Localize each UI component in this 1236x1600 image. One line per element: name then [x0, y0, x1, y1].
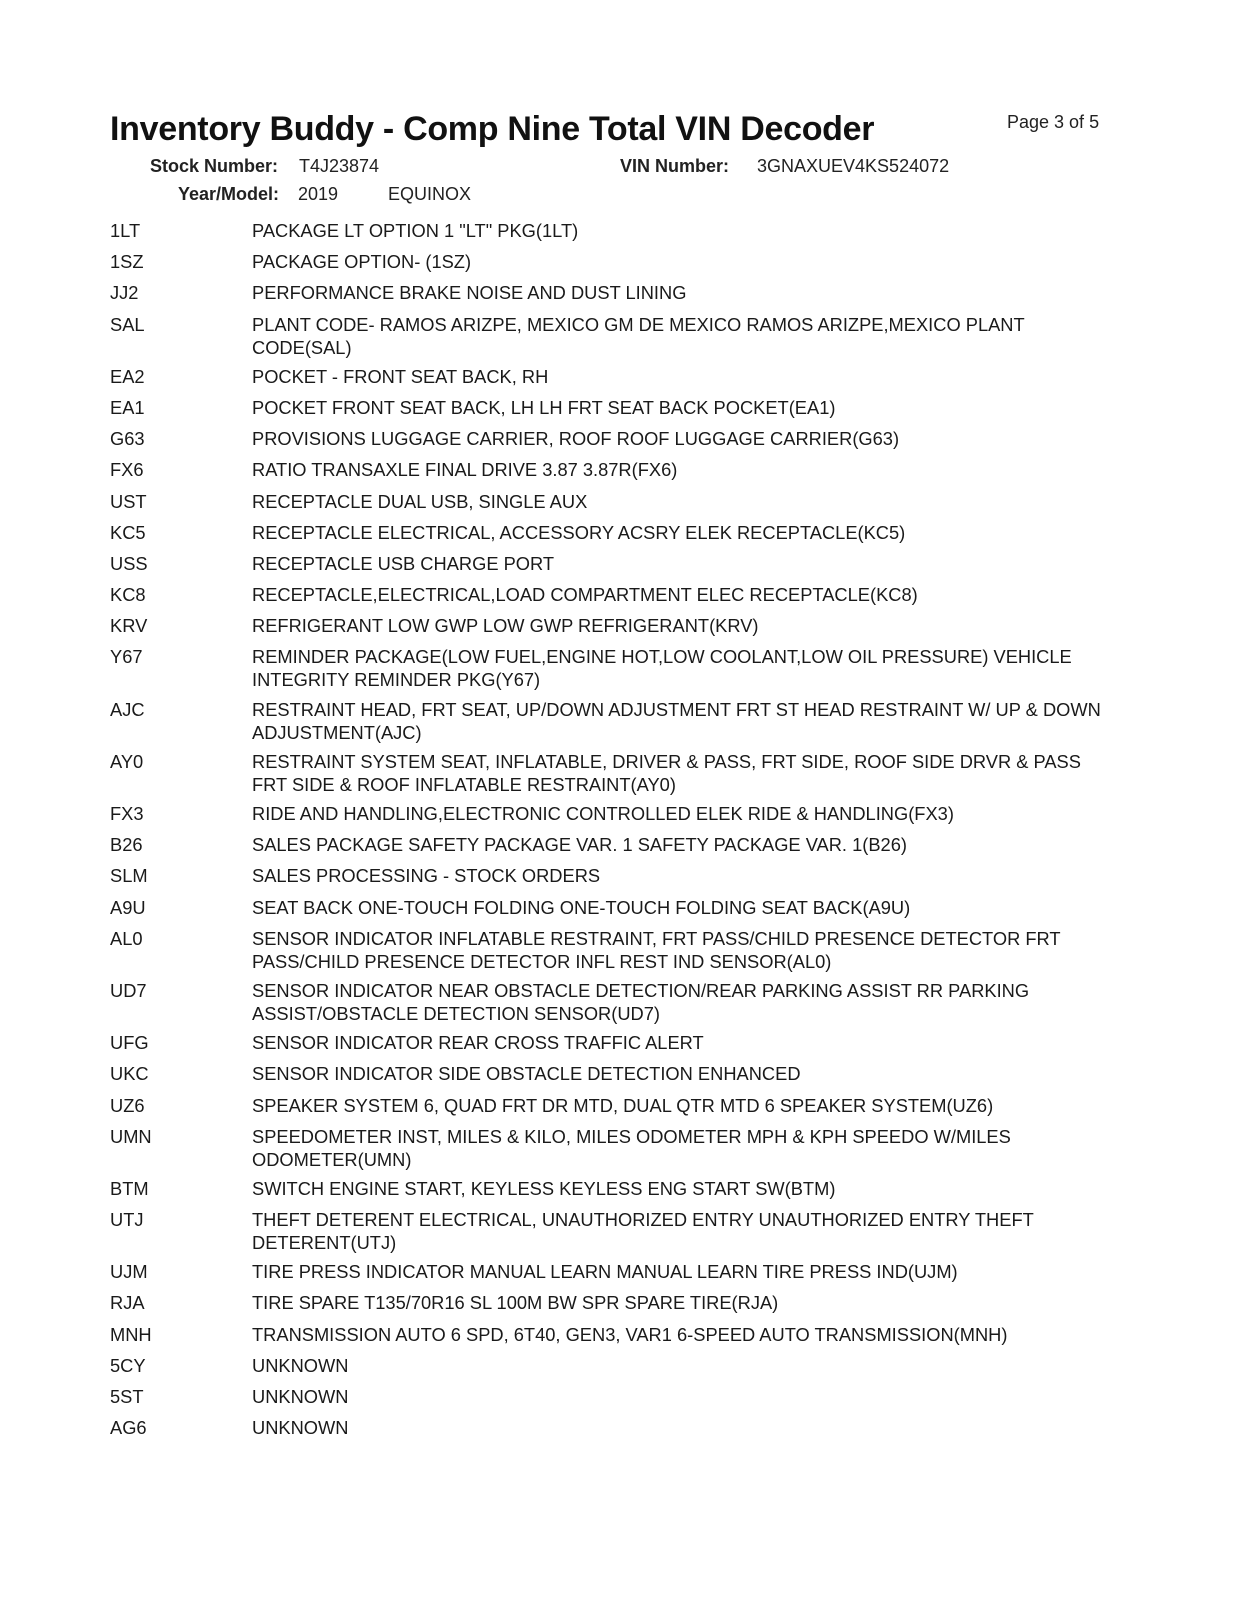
option-row — [110, 1177, 1120, 1208]
option-code: SAL — [110, 313, 145, 335]
option-row — [110, 1125, 1120, 1177]
option-row — [110, 521, 1120, 552]
document-title: Inventory Buddy - Comp Nine Total VIN Decoder — [110, 110, 875, 148]
option-row — [110, 750, 1120, 802]
option-code: AJC — [110, 698, 145, 720]
option-description: RECEPTACLE,ELECTRICAL,LOAD COMPARTMENT ELEC RECEPTACLE(KC8) — [252, 584, 918, 606]
option-code: FX6 — [110, 459, 144, 481]
option-code: UKC — [110, 1063, 149, 1085]
option-code: KC5 — [110, 521, 146, 543]
option-description: PROVISIONS LUGGAGE CARRIER, ROOF ROOF LUGGAGE CARRIER(G63) — [252, 428, 900, 450]
option-description: SENSOR INDICATOR REAR CROSS TRAFFIC ALERT — [252, 1032, 704, 1054]
option-row — [110, 614, 1120, 645]
option-row — [110, 396, 1120, 427]
option-row — [110, 281, 1120, 312]
option-description: SPEEDOMETER INST, MILES & KILO, MILES ODOMETER MPH & KPH SPEEDO W/MILES ODOMETER(UMN) — [252, 1125, 1011, 1170]
option-code: FX3 — [110, 803, 144, 824]
option-code: AL0 — [110, 927, 143, 949]
model-value: EQUINOX — [388, 184, 472, 204]
option-description: UNKNOWN — [252, 1386, 349, 1407]
option-description: TIRE PRESS INDICATOR MANUAL LEARN MANUAL LEARN TIRE PRESS IND(UJM) — [252, 1261, 958, 1283]
year-model-label: Year/Model: — [178, 184, 280, 204]
option-code: BTM — [110, 1177, 149, 1199]
option-description: SWITCH ENGINE START, KEYLESS KEYLESS ENG START SW(BTM) — [252, 1177, 836, 1199]
option-code: A9U — [110, 896, 146, 918]
option-description: RECEPTACLE USB CHARGE PORT — [252, 552, 555, 574]
option-code: G63 — [110, 428, 145, 450]
option-row — [110, 1323, 1120, 1354]
stock-number-label: Stock Number: — [150, 156, 279, 176]
option-row — [110, 490, 1120, 521]
option-row — [110, 1291, 1120, 1322]
option-row — [110, 583, 1120, 614]
option-row — [110, 1354, 1120, 1385]
option-code: JJ2 — [110, 282, 139, 304]
option-code: 1LT — [110, 220, 141, 241]
option-code: AG6 — [110, 1417, 147, 1439]
option-description: SEAT BACK ONE-TOUCH FOLDING ONE-TOUCH FOLDING SEAT BACK(A9U) — [252, 896, 911, 918]
option-description: SENSOR INDICATOR NEAR OBSTACLE DETECTION/REAR PARKING ASSIST RR PARKING ASSIST/OBSTACLE DETECTION SENSOR(UD7) — [252, 979, 1030, 1024]
option-code: MNH — [110, 1323, 152, 1345]
option-row — [110, 1031, 1120, 1062]
option-description: PACKAGE OPTION- (1SZ) — [252, 251, 472, 273]
year-value: 2019 — [298, 184, 339, 204]
option-code: UTJ — [110, 1209, 144, 1231]
option-description: TRANSMISSION AUTO 6 SPD, 6T40, GEN3, VAR1 6-SPEED AUTO TRANSMISSION(MNH) — [252, 1323, 1008, 1345]
option-row — [110, 979, 1120, 1031]
option-row — [110, 802, 1120, 833]
stock-number-field — [150, 156, 380, 177]
option-row — [110, 552, 1120, 583]
option-row — [110, 219, 1120, 250]
option-description: PACKAGE LT OPTION 1 "LT" PKG(1LT) — [252, 220, 579, 241]
option-code: Y67 — [110, 646, 143, 668]
option-description: RECEPTACLE DUAL USB, SINGLE AUX — [252, 490, 588, 512]
year-model-field — [178, 184, 472, 205]
option-description: SALES PACKAGE SAFETY PACKAGE VAR. 1 SAFETY PACKAGE VAR. 1(B26) — [252, 834, 907, 856]
option-row — [110, 250, 1120, 281]
option-code: UMN — [110, 1125, 152, 1147]
vin-number-label: VIN Number: — [620, 156, 730, 176]
option-description: SENSOR INDICATOR INFLATABLE RESTRAINT, FRT PASS/CHILD PRESENCE DETECTOR FRT PASS/CHILD PRESENCE DETECTOR INFL REST IND SENSOR(AL0) — [252, 927, 1061, 972]
option-description: POCKET - FRONT SEAT BACK, RH — [252, 365, 549, 387]
option-code: EA1 — [110, 396, 145, 418]
option-description: THEFT DETERENT ELECTRICAL, UNAUTHORIZED ENTRY UNAUTHORIZED ENTRY THEFT DETERENT(UTJ) — [252, 1209, 1034, 1254]
option-description: SALES PROCESSING - STOCK ORDERS — [252, 865, 601, 887]
option-row — [110, 427, 1120, 458]
option-description: RIDE AND HANDLING,ELECTRONIC CONTROLLED ELEK RIDE & HANDLING(FX3) — [252, 803, 954, 824]
option-row — [110, 698, 1120, 750]
option-description: SPEAKER SYSTEM 6, QUAD FRT DR MTD, DUAL QTR MTD 6 SPEAKER SYSTEM(UZ6) — [252, 1094, 994, 1116]
vin-number-field — [620, 156, 950, 177]
option-description: RESTRAINT SYSTEM SEAT, INFLATABLE, DRIVER & PASS, FRT SIDE, ROOF SIDE DRVR & PASS FRT SIDE & ROOF INFLATABLE RESTRAINT(AY0) — [252, 750, 1081, 795]
option-description: RESTRAINT HEAD, FRT SEAT, UP/DOWN ADJUSTMENT FRT ST HEAD RESTRAINT W/ UP & DOWN ADJUSTMENT(AJC) — [252, 698, 1101, 743]
option-code: UJM — [110, 1261, 148, 1283]
option-row — [110, 833, 1120, 864]
option-row — [110, 458, 1120, 489]
option-code: EA2 — [110, 365, 145, 387]
option-row — [110, 864, 1120, 895]
option-description: SENSOR INDICATOR SIDE OBSTACLE DETECTION ENHANCED — [252, 1063, 801, 1085]
option-row — [110, 1094, 1120, 1125]
option-code: UFG — [110, 1032, 149, 1054]
option-row — [110, 1385, 1120, 1416]
option-code-list — [110, 219, 1120, 1447]
option-code: USS — [110, 552, 148, 574]
option-code: RJA — [110, 1292, 145, 1314]
option-code: 5CY — [110, 1354, 146, 1376]
option-row — [110, 313, 1120, 365]
option-description: REFRIGERANT LOW GWP LOW GWP REFRIGERANT(KRV) — [252, 615, 759, 637]
page-number: Page 3 of 5 — [1007, 112, 1100, 132]
option-row — [110, 645, 1120, 697]
option-description: REMINDER PACKAGE(LOW FUEL,ENGINE HOT,LOW COOLANT,LOW OIL PRESSURE) VEHICLE INTEGRITY REMINDER PKG(Y67) — [252, 646, 1072, 691]
option-code: UD7 — [110, 979, 147, 1001]
option-row — [110, 1208, 1120, 1260]
option-code: KC8 — [110, 584, 146, 606]
option-description: PLANT CODE- RAMOS ARIZPE, MEXICO GM DE MEXICO RAMOS ARIZPE,MEXICO PLANT CODE(SAL) — [252, 313, 1025, 358]
option-description: POCKET FRONT SEAT BACK, LH LH FRT SEAT BACK POCKET(EA1) — [252, 396, 836, 418]
option-code: SLM — [110, 865, 148, 887]
option-code: 5ST — [110, 1386, 144, 1407]
option-row — [110, 1062, 1120, 1093]
option-description: TIRE SPARE T135/70R16 SL 100M BW SPR SPARE TIRE(RJA) — [252, 1292, 779, 1314]
option-row — [110, 365, 1120, 396]
option-description: RECEPTACLE ELECTRICAL, ACCESSORY ACSRY ELEK RECEPTACLE(KC5) — [252, 521, 906, 543]
option-description: RATIO TRANSAXLE FINAL DRIVE 3.87 3.87R(FX6) — [252, 459, 678, 481]
option-code: 1SZ — [110, 251, 144, 273]
vin-number-value: 3GNAXUEV4KS524072 — [757, 156, 950, 176]
stock-number-value: T4J23874 — [299, 156, 380, 176]
option-row — [110, 1260, 1120, 1291]
option-description: UNKNOWN — [252, 1417, 349, 1439]
option-code: AY0 — [110, 750, 144, 772]
option-description: PERFORMANCE BRAKE NOISE AND DUST LINING — [252, 282, 687, 304]
option-code: UST — [110, 490, 147, 512]
option-code: B26 — [110, 834, 143, 856]
option-description: UNKNOWN — [252, 1354, 349, 1376]
option-row — [110, 896, 1120, 927]
option-row — [110, 1416, 1120, 1447]
option-row — [110, 927, 1120, 979]
option-code: KRV — [110, 615, 148, 637]
option-code: UZ6 — [110, 1094, 145, 1116]
